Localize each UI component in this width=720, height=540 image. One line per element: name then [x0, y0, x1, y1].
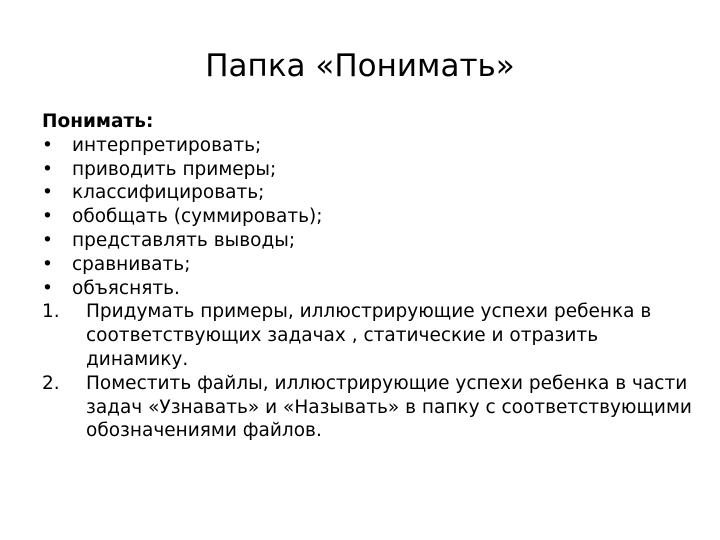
numbered-item — [42, 372, 692, 443]
numbered-item — [42, 300, 692, 371]
bullet-item — [42, 253, 692, 277]
bullet-text: сравнивать; — [72, 253, 191, 275]
bullet-mark: • — [42, 158, 53, 180]
bullet-text: классифицировать; — [72, 182, 265, 204]
numbered-list — [42, 300, 692, 443]
bullet-mark: • — [42, 206, 53, 228]
slide-content — [42, 110, 692, 443]
content-heading: Понимать: — [42, 111, 154, 132]
bullet-text: приводить примеры; — [72, 158, 277, 180]
item-number: 2. — [42, 372, 60, 394]
item-number: 1. — [42, 301, 60, 323]
bullet-item — [42, 229, 692, 253]
bullet-text: интерпретировать; — [72, 134, 262, 156]
item-text: Придумать примеры, иллюстрирующие успехи ребенка в соответствующих задачах , статические и отразить динамику. — [86, 301, 652, 370]
bullet-item — [42, 205, 692, 229]
bullet-item — [42, 181, 692, 205]
bullet-mark: • — [42, 277, 53, 299]
bullet-mark: • — [42, 182, 53, 204]
bullet-text: представлять выводы; — [72, 229, 296, 251]
slide-title: Папка «Понимать» — [205, 48, 515, 84]
bullet-mark: • — [42, 253, 53, 275]
bullet-item — [42, 277, 692, 301]
bullet-mark: • — [42, 134, 53, 156]
bullet-list — [42, 134, 692, 301]
bullet-item — [42, 158, 692, 182]
bullet-mark: • — [42, 229, 53, 251]
item-text: Поместить файлы, иллюстрирующие успехи ребенка в части задач «Узнавать» и «Называть» в папку с соответствующими обозначениями файлов. — [86, 372, 692, 442]
bullet-item — [42, 134, 692, 158]
bullet-text: объяснять. — [72, 277, 180, 299]
bullet-text: обобщать (суммировать); — [72, 206, 323, 228]
